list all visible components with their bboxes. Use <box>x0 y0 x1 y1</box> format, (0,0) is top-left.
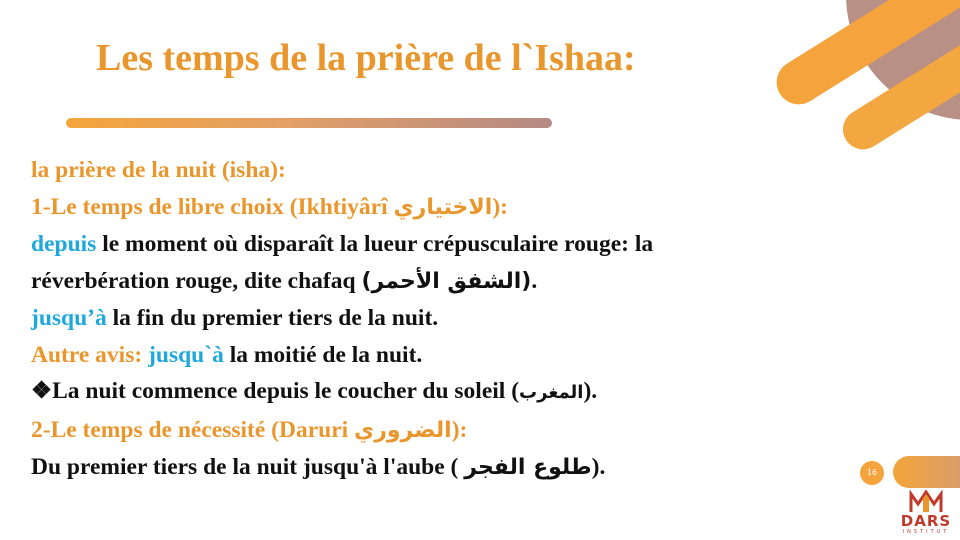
body-text: La nuit commence depuis le coucher du soleil ( <box>52 378 520 404</box>
logo-name: DARS <box>900 512 952 530</box>
body-line <box>31 412 931 450</box>
body-line <box>31 263 931 301</box>
bullet-icon: ❖ <box>31 378 53 404</box>
highlight-text: depuis <box>31 231 97 257</box>
body-line <box>31 373 931 412</box>
highlight-text: jusqu`à <box>148 341 224 368</box>
page-number: 16 <box>860 461 884 485</box>
logo-mark-icon <box>908 490 944 512</box>
arabic-text: الضروري <box>354 417 452 443</box>
highlight-text: jusqu’à <box>31 305 107 331</box>
body-line <box>31 337 931 374</box>
body-text: ): <box>492 193 508 220</box>
arabic-text: المغرب <box>519 382 584 403</box>
body-text: réverbération rouge, dite chafaq <box>31 267 362 294</box>
body-text: le moment où disparaît la lueur crépusculaire rouge: la <box>96 231 654 257</box>
body-text: la moitié de la nuit. <box>223 341 423 368</box>
highlight-text: Autre avis: <box>31 341 149 368</box>
body-line <box>31 189 931 227</box>
body-text: ): <box>451 416 468 443</box>
arabic-text: الاختياري <box>393 194 493 220</box>
body-text: 2-Le temps de nécessité (Daruri <box>31 416 355 443</box>
body-text: . <box>531 267 538 294</box>
body-line <box>31 226 931 263</box>
body-text: la fin du premier tiers de la nuit. <box>106 305 439 331</box>
logo-subtitle: INSTITUT <box>902 529 950 535</box>
arabic-text: طلوع الفجر <box>464 455 592 480</box>
slide-title: Les temps de la prière de l`Ishaa: <box>96 37 636 79</box>
body-text: ). <box>583 378 598 404</box>
body-text: Du premier tiers de la nuit jusqu'à l'aube ( <box>31 454 465 480</box>
title-underline-bar <box>66 118 552 128</box>
dars-logo <box>896 490 956 538</box>
body-line <box>31 152 931 189</box>
arabic-text: (الشفق الأحمر) <box>361 268 532 294</box>
page-number-pill <box>893 456 960 488</box>
body-text: 1-Le temps de libre choix (Ikhtiyârî <box>31 193 394 220</box>
body-text: ). <box>591 454 606 480</box>
slide-body <box>31 152 931 487</box>
body-text: la prière de la nuit (isha): <box>31 157 286 183</box>
body-line <box>31 449 931 487</box>
body-line <box>31 300 931 337</box>
